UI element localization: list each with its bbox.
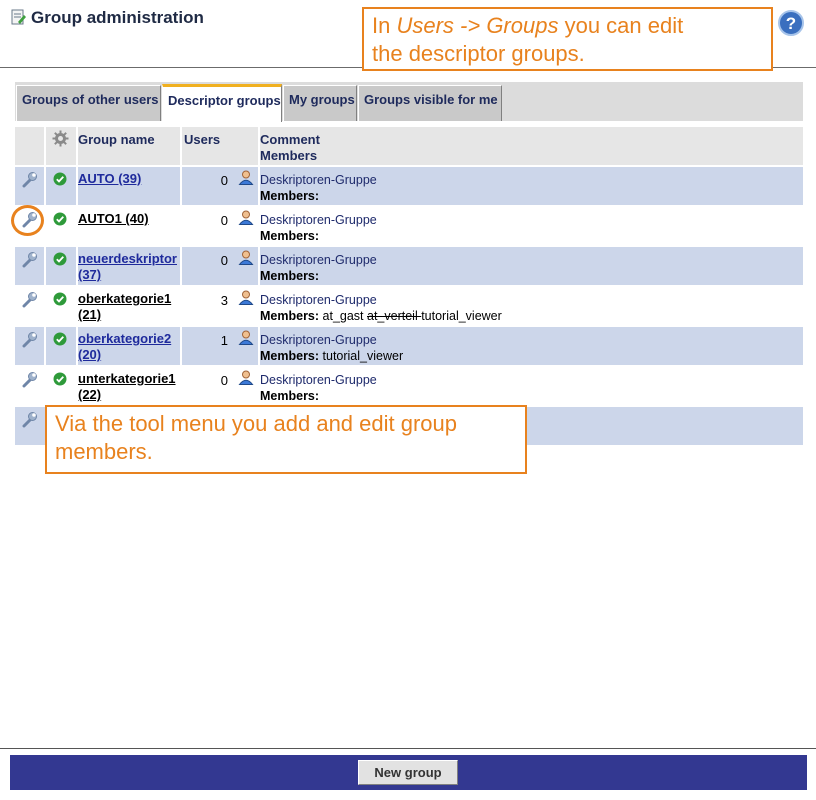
callout-text: members. <box>55 439 153 464</box>
check-circle-icon <box>53 332 67 346</box>
table-header-row <box>15 127 803 165</box>
group-name-link[interactable]: oberkategorie1 (21) <box>78 291 172 322</box>
group-members: Members: <box>260 229 320 243</box>
user-icon[interactable] <box>238 250 254 265</box>
tab-my-groups[interactable]: My groups <box>283 85 357 121</box>
callout-text: In <box>372 13 397 38</box>
table-row <box>15 247 803 285</box>
table-row <box>15 167 803 205</box>
group-members: Members: at_gast at_verteil tutorial_viewer <box>260 309 502 323</box>
group-members: Members: <box>260 189 320 203</box>
tab-bar <box>15 82 803 121</box>
user-count: 0 <box>220 173 228 188</box>
table-row <box>15 207 803 245</box>
wrench-icon[interactable] <box>21 291 38 308</box>
user-count: 0 <box>220 373 228 388</box>
check-circle-icon <box>53 372 67 386</box>
group-name-link[interactable]: unterkategorie1 (22) <box>78 371 176 402</box>
wrench-icon[interactable] <box>21 171 38 188</box>
group-comment: Deskriptoren-Gruppe <box>260 373 377 387</box>
group-name-link[interactable]: oberkategorie2 (20) <box>78 331 172 362</box>
new-group-button[interactable]: New group <box>358 760 458 785</box>
wrench-icon[interactable] <box>21 331 38 348</box>
check-circle-icon <box>53 212 67 226</box>
group-comment: Deskriptoren-Gruppe <box>260 213 377 227</box>
callout-text: Via the tool menu you add and edit group <box>55 411 458 436</box>
tab-groups-visible-for-me[interactable]: Groups visible for me <box>358 85 502 121</box>
highlight-circle <box>11 205 44 236</box>
user-icon[interactable] <box>238 210 254 225</box>
gear-icon <box>52 130 69 147</box>
tab-descriptor-groups[interactable]: Descriptor groups <box>162 84 282 122</box>
check-circle-icon <box>53 172 67 186</box>
wrench-icon[interactable] <box>21 411 38 428</box>
user-count: 0 <box>220 253 228 268</box>
group-comment: Deskriptoren-Gruppe <box>260 173 377 187</box>
group-comment: Deskriptoren-Gruppe <box>260 253 377 267</box>
column-header-comment[interactable]: Comment <box>260 132 320 147</box>
table-row <box>15 327 803 365</box>
group-name-link[interactable]: neuerdeskriptor (37) <box>78 251 177 282</box>
footer-bar <box>10 755 807 790</box>
check-circle-icon <box>53 292 67 306</box>
user-count: 1 <box>220 333 228 348</box>
user-icon[interactable] <box>238 170 254 185</box>
user-count: 0 <box>220 213 228 228</box>
column-header-members: Members <box>260 148 318 163</box>
callout-edit-groups <box>362 7 773 71</box>
group-comment: Deskriptoren-Gruppe <box>260 293 377 307</box>
user-count: 3 <box>220 293 228 308</box>
callout-emphasis: Users -> Groups <box>396 13 559 38</box>
wrench-icon[interactable] <box>21 251 38 268</box>
table-row <box>15 287 803 325</box>
question-mark-icon[interactable] <box>778 10 804 36</box>
user-icon[interactable] <box>238 290 254 305</box>
callout-text: the descriptor groups. <box>372 41 585 66</box>
group-members: Members: <box>260 389 320 403</box>
tab-groups-of-other-users[interactable]: Groups of other users <box>16 85 161 121</box>
callout-text: you can edit <box>558 13 684 38</box>
group-name-link[interactable]: AUTO (39) <box>78 171 142 186</box>
group-members: Members: <box>260 269 320 283</box>
group-members: Members: tutorial_viewer <box>260 349 404 363</box>
callout-tool-menu <box>45 405 527 474</box>
group-name-link[interactable]: AUTO1 (40) <box>78 211 149 226</box>
svg-text:?: ? <box>785 14 797 33</box>
user-icon[interactable] <box>238 330 254 345</box>
wrench-icon[interactable] <box>21 371 38 388</box>
user-icon[interactable] <box>238 370 254 385</box>
check-circle-icon <box>53 252 67 266</box>
column-header-users[interactable]: Users <box>184 132 221 147</box>
group-comment: Deskriptoren-Gruppe <box>260 333 377 347</box>
document-edit-icon <box>11 9 26 25</box>
footer-divider <box>0 748 816 749</box>
table-row <box>15 367 803 405</box>
page-title: Group administration <box>31 8 204 27</box>
column-header-group-name[interactable]: Group name <box>78 132 155 147</box>
